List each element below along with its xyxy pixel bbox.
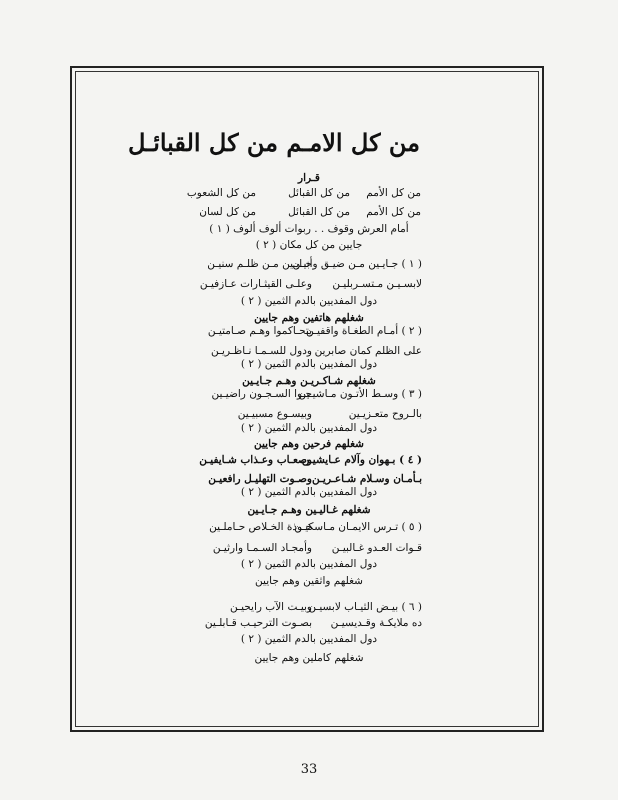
refrain-line: شغلهم كاملين وهم جايين (254, 652, 364, 664)
refrain-line: دول المفديين بالدم الثمين ( ٢ ) (240, 486, 378, 498)
chorus-line: أمام العرش وقوف . . ربوات ألوف ألوف ( ١ ) (209, 223, 409, 235)
verse-line: وبيـت الآب رايحيـن (230, 601, 312, 613)
verse-line: بالـروح متعـزيـين (348, 408, 422, 420)
verse-line: بـأمـان وسـلام شـاعـريـن (311, 473, 422, 485)
verse-line: وصـوت التهليـل رافعيـن (208, 473, 312, 485)
refrain-line: دول المفديين بالدم الثمين ( ٢ ) (240, 558, 378, 570)
verse-line: ( ٣ ) وسـط الأتـون مـاشيـين (298, 388, 422, 400)
verse-line: ( ٢ ) أمـام الطغـاة واقفيـن (306, 325, 422, 337)
chorus-row1-col3: من كل الشعوب (186, 187, 256, 199)
verse-line: خـوذة الخـلاص حـاملـين (209, 521, 312, 533)
verse-line: لابسـيـن مـتسـربليـن (332, 278, 422, 290)
refrain-line: شغلهم هاتفين وهم جايين (254, 312, 364, 324)
page-number: 33 (300, 762, 318, 777)
chorus-row2-col1: من كل الأمم (366, 206, 421, 218)
chorus-row2-col2: من كل القبائل (288, 206, 350, 218)
verse-line: وأمجـاد السـمـا وارثيـن (212, 542, 312, 554)
verse-line: وبيسـوع مسبيـين (237, 408, 312, 420)
refrain-line: شغلهم شـاكـريـن وهـم جـايـين (242, 375, 376, 387)
chorus-label: قـرار (298, 172, 320, 184)
chorus-row1-col1: من كل الأمم (366, 187, 421, 199)
verse-line: ( ٦ ) بيـض الثيـاب لابسيـن (308, 601, 422, 613)
refrain-line: شغلهم غـاليـين وهـم جـايـين (247, 504, 371, 516)
refrain-line: شغلهم واثقين وهم جايين (255, 575, 363, 587)
verse-line: قـوات العـدو غـالبيـن (331, 542, 422, 554)
verse-line: جـايـين مـن ظلـم سنيـن (207, 258, 312, 270)
verse-line: ( ٤ ) بـهوان وآلام عـايشيـن (301, 454, 422, 466)
song-title: من كل الامـم من كل القبائـل (127, 128, 420, 157)
verse-line: وعلـى القيثـارات عـازفيـن (199, 278, 312, 290)
refrain-line: دول المفديين بالدم الثمين ( ٢ ) (240, 633, 378, 645)
verse-line: ( ١ ) جـايـين مـن ضيـق وأنيـن (292, 258, 422, 270)
refrain-line: دول المفديين بالدم الثمين ( ٢ ) (240, 358, 378, 370)
refrain-line: دول المفديين بالدم الثمين ( ٢ ) (240, 295, 378, 307)
verse-line: على الظلم كمان صابرين (314, 345, 422, 357)
chorus-line: جايين من كل مكان ( ٢ ) (255, 239, 363, 251)
chorus-row2-col3: من كل لسان (199, 206, 256, 218)
verse-line: جـوا السـجـون راضيـين (211, 388, 312, 400)
refrain-line: دول المفديين بالدم الثمين ( ٢ ) (240, 422, 378, 434)
chorus-row1-col2: من كل القبائل (288, 187, 350, 199)
refrain-line: شغلهم فرحين وهم جايين (254, 438, 364, 450)
verse-line: ودول للسـمـا نـاظـريـن (210, 345, 312, 357)
verse-line: بصـوت الترحيـب قـابلـين (204, 617, 312, 629)
verse-line: يتحـاكموا وهـم صـامتيـن (207, 325, 312, 337)
verse-line: وصعـاب وعـذاب شـايفيـن (199, 454, 312, 466)
verse-line: ( ٥ ) تـرس الايمـان مـاسكيـن (294, 521, 422, 533)
verse-line: ده ملايكـة وقـديسيـن (330, 617, 422, 629)
